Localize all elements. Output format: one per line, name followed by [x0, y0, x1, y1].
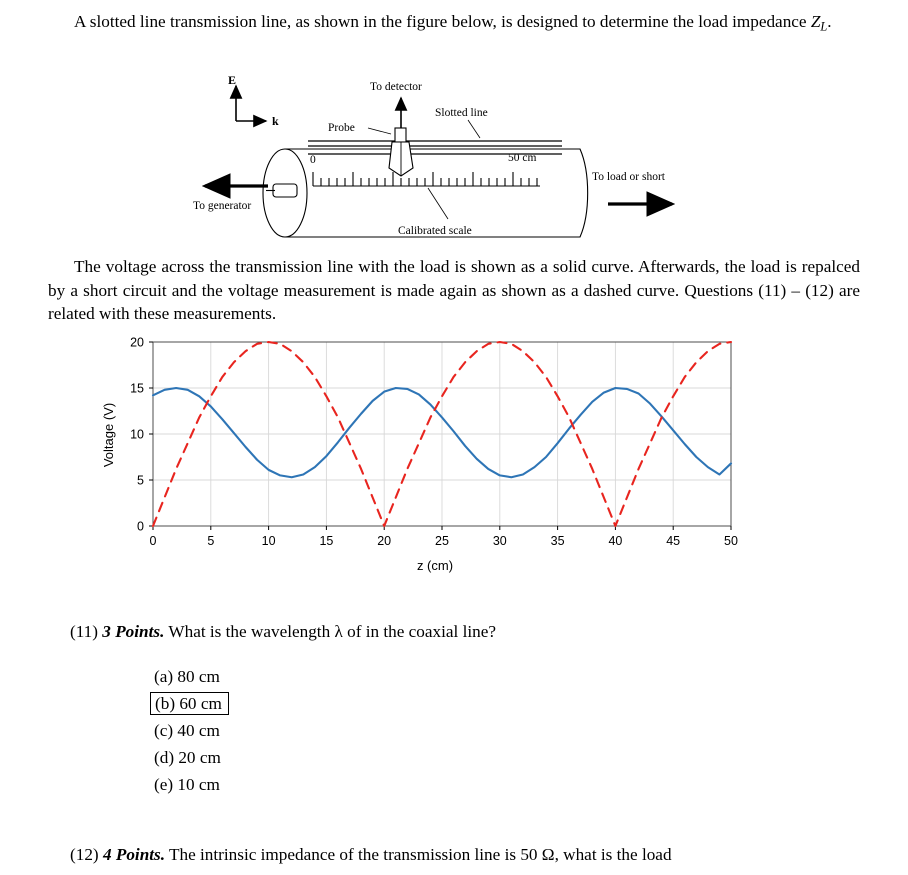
- question-12: [70, 845, 870, 865]
- label-slotted-line: Slotted line: [435, 107, 488, 119]
- svg-text:30: 30: [492, 534, 507, 548]
- svg-text:10: 10: [130, 427, 144, 442]
- svg-text:20: 20: [377, 534, 392, 548]
- q11-option-b[interactable]: (b) 60 cm: [150, 692, 229, 715]
- q11-points: 3 Points.: [102, 622, 165, 641]
- svg-text:10: 10: [261, 534, 276, 548]
- q12-points: 4 Points.: [102, 845, 166, 864]
- intro-text-after: .: [827, 12, 832, 31]
- svg-text:0: 0: [137, 519, 144, 534]
- label-to-detector: To detector: [370, 81, 422, 93]
- label-e-field: E: [228, 76, 237, 87]
- chart-x-axis-label: z (cm): [416, 558, 454, 573]
- label-to-generator: To generator: [193, 200, 252, 212]
- chart-tick-labels: [130, 336, 738, 549]
- label-calibrated-scale: Calibrated scale: [398, 225, 472, 237]
- intro-text-before: A slotted line transmission line, as shown in the figure below, is designed to determine the load impedance: [74, 12, 811, 31]
- middle-paragraph: The voltage across the transmission line with the load is shown as a solid curve. Afterwards, the load is repalced by a short circuit and the voltage measurement is made again as shown as a dashed curve. Questions (11) – (12) are related with these measurements.: [48, 257, 860, 324]
- svg-text:15: 15: [130, 381, 144, 396]
- svg-text:45: 45: [666, 534, 681, 548]
- q11-text: What is the wavelength λ of in the coaxial line?: [168, 622, 496, 641]
- intro-paragraph: [48, 10, 860, 35]
- question-11: [70, 622, 860, 642]
- svg-text:20: 20: [130, 335, 144, 350]
- label-probe: Probe: [328, 122, 355, 134]
- q12-number: (12): [70, 845, 99, 864]
- q11-option-d[interactable]: (d) 20 cm: [154, 748, 221, 767]
- svg-text:5: 5: [137, 473, 144, 488]
- option-row-d: [150, 746, 229, 773]
- svg-text:40: 40: [608, 534, 623, 548]
- q11-number: (11): [70, 622, 98, 641]
- coax-connector: [273, 184, 297, 197]
- option-row-c: [150, 719, 229, 746]
- calibrated-scale-leader: [428, 188, 448, 219]
- chart-gridlines: [153, 342, 731, 526]
- impedance-symbol-subscript: L: [820, 19, 828, 34]
- q12-text: The intrinsic impedance of the transmission line is 50 Ω, what is the load: [169, 845, 672, 864]
- svg-text:15: 15: [319, 534, 334, 548]
- label-scale-fifty: 50 cm: [508, 152, 537, 164]
- q11-options-list: [150, 665, 229, 800]
- svg-text:0: 0: [149, 534, 157, 548]
- svg-text:35: 35: [550, 534, 565, 548]
- probe-body: [395, 128, 406, 142]
- svg-text:5: 5: [207, 534, 215, 548]
- label-to-load-or-short: To load or short: [592, 171, 665, 183]
- coax-body-outline: [277, 149, 587, 237]
- option-row-e: [150, 773, 229, 800]
- svg-text:50: 50: [724, 534, 738, 548]
- label-k-vector: k: [272, 114, 279, 128]
- probe-leader: [368, 128, 391, 134]
- q11-option-e[interactable]: (e) 10 cm: [154, 775, 220, 794]
- option-row-a: [150, 665, 229, 692]
- impedance-symbol: Z: [810, 12, 821, 31]
- slotted-line-leader: [468, 120, 480, 138]
- svg-text:25: 25: [435, 534, 449, 548]
- calibrated-scale: [313, 172, 540, 186]
- label-scale-zero: 0: [310, 154, 316, 166]
- voltage-chart: [95, 330, 755, 580]
- q11-option-c[interactable]: (c) 40 cm: [154, 721, 220, 740]
- option-row-b: [150, 692, 229, 719]
- slotted-line-figure: [180, 76, 720, 246]
- chart-y-axis-label: Voltage (V): [101, 402, 116, 468]
- q11-option-a[interactable]: (a) 80 cm: [154, 667, 220, 686]
